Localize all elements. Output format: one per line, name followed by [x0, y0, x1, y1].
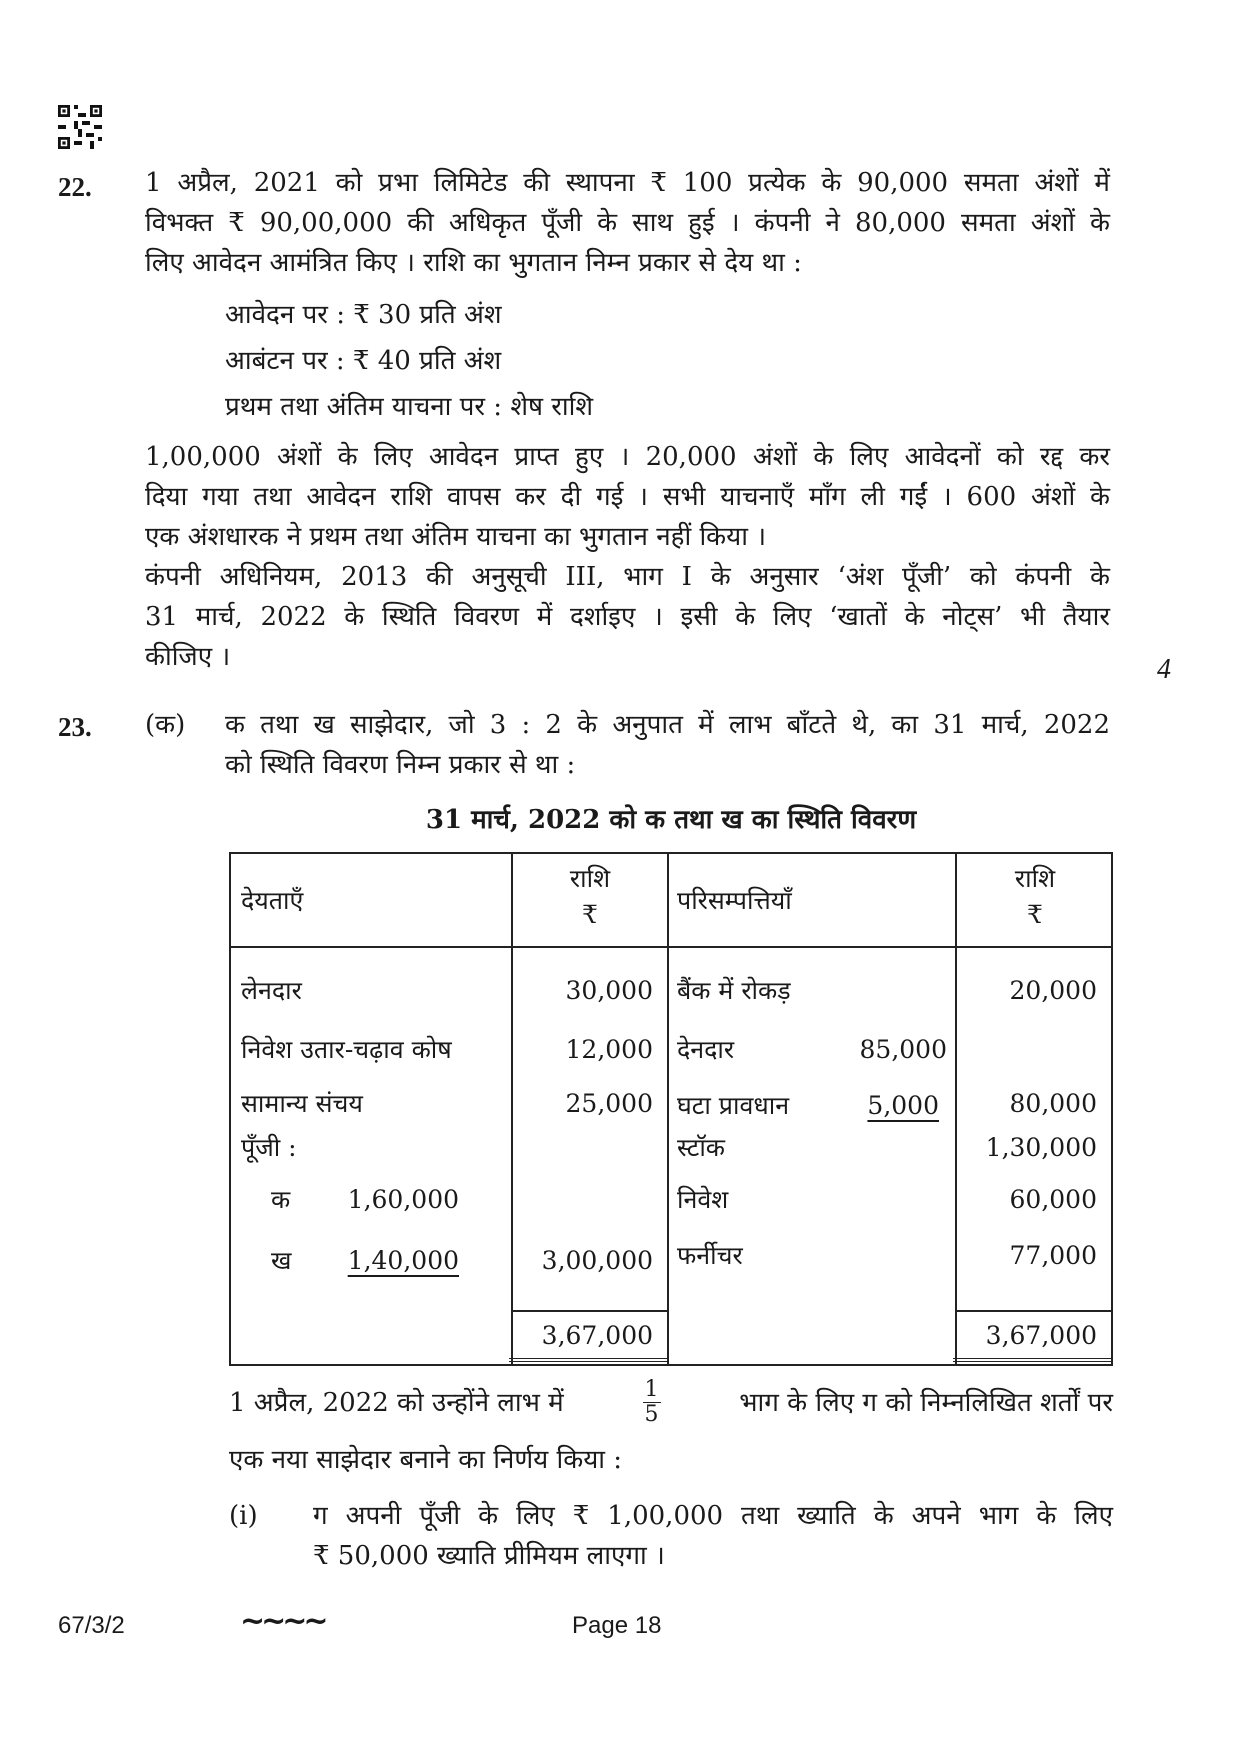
q22-instruction-1: कंपनी अधिनियम, 2013 की अनुसूची III, भाग I के अनुसार ‘अंश पूँजी’ को कंपनी के	[145, 562, 1110, 592]
total-double-underline-left	[509, 1358, 669, 1362]
asset-stock-amount: 1,30,000	[985, 1133, 1097, 1162]
header-amount-right: राशि	[1014, 864, 1056, 893]
condition-marker-i: (i)	[229, 1501, 258, 1531]
fraction-numerator: 1	[644, 1377, 659, 1402]
page-number: Page 18	[572, 1612, 662, 1639]
capital-partner-ka-amount: 1,60,000	[347, 1185, 459, 1214]
total-line-right	[955, 1310, 1111, 1312]
liability-general-reserve-amount: 25,000	[565, 1089, 653, 1118]
asset-cash-at-bank: बैंक में रोकड़	[677, 976, 791, 1005]
capital-partner-kha: ख	[271, 1246, 292, 1275]
qr-code	[58, 105, 102, 149]
question-number-22: 22.	[58, 172, 92, 202]
capital-total-amount: 3,00,000	[541, 1246, 653, 1275]
profit-share-fraction	[643, 1378, 661, 1427]
new-partner-decision-line-1	[229, 1378, 1113, 1427]
term-allotment: आबंटन पर : ₹ 40 प्रति अंश	[225, 346, 502, 376]
total-liabilities: 3,67,000	[541, 1321, 653, 1350]
liability-creditors-amount: 30,000	[565, 976, 653, 1005]
term-final-call: प्रथम तथा अंतिम याचना पर : शेष राशि	[225, 392, 594, 422]
q22-instruction-3: कीजिए ।	[145, 642, 231, 672]
capital-partner-ka: क	[271, 1185, 291, 1214]
header-amount-left: राशि	[569, 864, 611, 893]
q22-line-2: विभक्त ₹ 90,00,000 की अधिकृत पूँजी के साथ हुई । कंपनी ने 80,000 समता अंशों के	[145, 208, 1110, 238]
header-currency-left: ₹	[582, 900, 598, 929]
liability-general-reserve: सामान्य संचय	[241, 1089, 363, 1118]
asset-furniture-amount: 77,000	[1009, 1241, 1097, 1270]
decision-text-before-fraction: 1 अप्रैल, 2022 को उन्होंने लाभ में	[229, 1387, 564, 1418]
q23-intro-1: क तथा ख साझेदार, जो 3 : 2 के अनुपात में लाभ बाँटते थे, का 31 मार्च, 2022	[225, 710, 1110, 740]
paper-code: 67/3/2	[58, 1612, 125, 1639]
q22-line-3: लिए आवेदन आमंत्रित किए । राशि का भुगतान निम्न प्रकार से देय था :	[145, 248, 802, 278]
condition-i-line-1: ग अपनी पूँजी के लिए ₹ 1,00,000 तथा ख्याति के अपने भाग के लिए	[313, 1501, 1113, 1531]
asset-provision-amount: 5,000	[867, 1091, 939, 1120]
total-assets: 3,67,000	[985, 1321, 1097, 1350]
header-assets: परिसम्पत्तियाँ	[677, 886, 792, 915]
q22-detail-2: दिया गया तथा आवेदन राशि वापस कर दी गई । सभी याचनाएँ माँग ली गईं । 600 अंशों के	[145, 482, 1110, 512]
asset-debtors: देनदार	[677, 1035, 735, 1064]
asset-net-debtors-amount: 80,000	[1009, 1089, 1097, 1118]
balance-sheet-table	[229, 852, 1113, 1366]
liability-creditors: लेनदार	[241, 976, 302, 1005]
asset-debtors-amount: 85,000	[859, 1035, 947, 1064]
total-line-left	[511, 1310, 669, 1312]
question-22-details	[145, 437, 1110, 677]
condition-i-text	[313, 1496, 1113, 1576]
total-double-underline-right	[953, 1358, 1113, 1362]
liability-capital-heading: पूँजी :	[241, 1133, 297, 1162]
asset-less-provision: घटा प्रावधान	[677, 1091, 790, 1120]
condition-i-line-2: ₹ 50,000 ख्याति प्रीमियम लाएगा ।	[313, 1541, 665, 1571]
question-number-23: 23.	[58, 712, 92, 742]
liability-investment-fluctuation-fund: निवेश उतार-चढ़ाव कोष	[241, 1035, 452, 1064]
question-23-intro	[225, 705, 1110, 785]
marks-q22: 4	[1157, 654, 1171, 685]
asset-cash-at-bank-amount: 20,000	[1009, 976, 1097, 1005]
header-currency-right: ₹	[1027, 900, 1043, 929]
asset-stock: स्टॉक	[677, 1133, 726, 1162]
footer-ornament: ~~~~	[240, 1604, 325, 1639]
liability-investment-fluctuation-amount: 12,000	[565, 1035, 653, 1064]
term-application: आवेदन पर : ₹ 30 प्रति अंश	[225, 300, 502, 330]
asset-investments: निवेश	[677, 1185, 729, 1214]
asset-furniture: फर्नीचर	[677, 1241, 743, 1270]
q22-line-1: 1 अप्रैल, 2021 को प्रभा लिमिटेड की स्थापना ₹ 100 प्रत्येक के 90,000 समता अंशों में	[145, 168, 1110, 198]
q22-detail-3: एक अंशधारक ने प्रथम तथा अंतिम याचना का भुगतान नहीं किया ।	[145, 522, 767, 552]
q22-detail-1: 1,00,000 अंशों के लिए आवेदन प्राप्त हुए । 20,000 अंशों के लिए आवेदनों को रद्द कर	[145, 442, 1110, 472]
q23-intro-2: को स्थिति विवरण निम्न प्रकार से था :	[225, 750, 576, 780]
question-22-intro	[145, 163, 1110, 283]
new-partner-decision-line-2: एक नया साझेदार बनाने का निर्णय किया :	[229, 1445, 623, 1475]
col-divider-2	[667, 854, 669, 1364]
decision-text-after-fraction: भाग के लिए ग को निम्नलिखित शर्तों पर	[739, 1387, 1113, 1418]
header-liabilities: देयताएँ	[241, 886, 304, 915]
payment-terms	[225, 295, 593, 427]
balance-sheet-title: 31 मार्च, 2022 को क तथा ख का स्थिति विवरण	[425, 805, 917, 835]
capital-partner-kha-amount: 1,40,000	[347, 1246, 459, 1275]
fraction-denominator: 5	[644, 1402, 659, 1427]
asset-investments-amount: 60,000	[1009, 1185, 1097, 1214]
part-marker-ka: (क)	[145, 710, 186, 740]
q22-instruction-2: 31 मार्च, 2022 के स्थिति विवरण में दर्शाइए । इसी के लिए ‘खातों के नोट्स’ भी तैयार	[145, 602, 1110, 632]
header-divider	[231, 946, 1111, 948]
